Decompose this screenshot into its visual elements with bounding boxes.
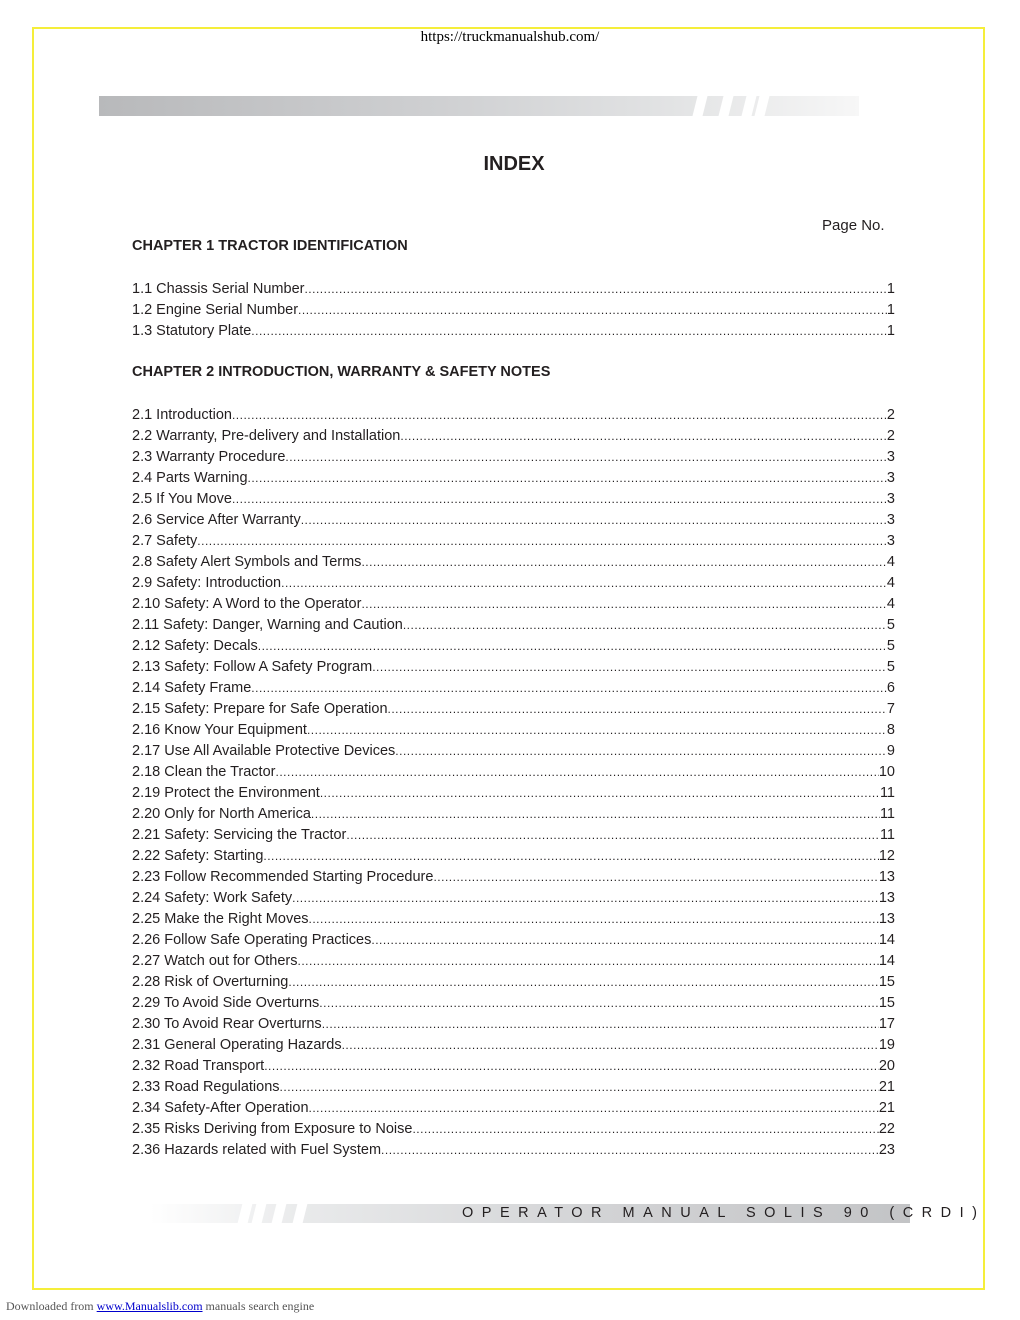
toc-entry[interactable]: [132, 1137, 895, 1158]
toc-entry[interactable]: [132, 654, 895, 675]
page-no-label: Page No.: [822, 217, 885, 234]
toc-entry-label: 2.10 Safety: A Word to the Operator: [132, 596, 362, 612]
toc-entry[interactable]: [132, 864, 895, 885]
toc-entry-page: 22: [878, 1121, 895, 1137]
footer-manual-title: OPERATOR MANUAL SOLIS 90 (CRDI): [462, 1205, 986, 1221]
dot-leader: [285, 450, 887, 464]
toc-entry-label: 1.1 Chassis Serial Number: [132, 281, 305, 297]
toc-entry-page: 2: [886, 407, 895, 423]
toc-entry-page: 20: [878, 1058, 895, 1074]
toc-entry-label: 2.34 Safety-After Operation: [132, 1100, 309, 1116]
dot-leader: [263, 849, 878, 863]
toc-entry-label: 2.3 Warranty Procedure: [132, 449, 286, 465]
toc-entry-page: 14: [878, 953, 895, 969]
toc-entry-page: 10: [878, 764, 895, 780]
toc-entry[interactable]: [132, 801, 895, 822]
toc-entry-page: 13: [878, 890, 895, 906]
toc-entry-label: 1.3 Statutory Plate: [132, 323, 252, 339]
toc-entry-page: 4: [886, 575, 895, 591]
toc-entry-label: 2.14 Safety Frame: [132, 680, 252, 696]
page-title: INDEX: [483, 153, 545, 175]
toc-entry[interactable]: [132, 549, 895, 570]
dot-leader: [292, 891, 879, 905]
dot-leader: [264, 1059, 879, 1073]
toc-entry-page: 15: [878, 995, 895, 1011]
toc-entry-page: 17: [878, 1016, 895, 1032]
toc-entry-page: 1: [886, 281, 895, 297]
dot-leader: [372, 660, 887, 674]
toc-entry-label: 2.35 Risks Deriving from Exposure to Noise: [132, 1121, 413, 1137]
chapter-2-heading: CHAPTER 2 INTRODUCTION, WARRANTY & SAFETY NOTES: [132, 364, 551, 380]
dot-leader: [388, 702, 887, 716]
dot-leader: [320, 786, 880, 800]
toc-entry[interactable]: [132, 990, 895, 1011]
toc-entry-label: 2.32 Road Transport: [132, 1058, 265, 1074]
dot-leader: [319, 996, 879, 1010]
toc-entry-page: 9: [886, 743, 895, 759]
toc-entry-page: 13: [878, 911, 895, 927]
toc-entry[interactable]: [132, 402, 895, 423]
toc-entry-label: 2.33 Road Regulations: [132, 1079, 280, 1095]
toc-entry-label: 2.20 Only for North America: [132, 806, 311, 822]
dot-leader: [301, 513, 887, 527]
toc-entry-label: 2.16 Know Your Equipment: [132, 722, 307, 738]
toc-entry-label: 1.2 Engine Serial Number: [132, 302, 299, 318]
toc-entry-page: 3: [886, 449, 895, 465]
dot-leader: [309, 1101, 879, 1115]
header-band: [99, 96, 859, 116]
toc-entry[interactable]: [132, 423, 895, 444]
dot-leader: [322, 1017, 879, 1031]
toc-entry-page: 11: [879, 827, 895, 843]
dot-leader: [232, 492, 887, 506]
toc-entry-page: 3: [886, 512, 895, 528]
toc-entry-page: 7: [886, 701, 895, 717]
toc-entry-page: 2: [886, 428, 895, 444]
toc-entry-page: 23: [878, 1142, 895, 1158]
dot-leader: [311, 807, 880, 821]
toc-entry[interactable]: [132, 927, 895, 948]
toc-entry[interactable]: [132, 465, 895, 486]
dot-leader: [281, 576, 887, 590]
dot-leader: [275, 765, 878, 779]
toc-entry-page: 11: [879, 785, 895, 801]
toc-entry-page: 5: [886, 659, 895, 675]
toc-entry-label: 2.17 Use All Available Protective Devices: [132, 743, 396, 759]
band-stripe: [272, 1204, 287, 1223]
toc-entry-page: 21: [878, 1079, 895, 1095]
dot-leader: [304, 282, 886, 296]
toc-entry-page: 12: [878, 848, 895, 864]
header-url[interactable]: https://truckmanualshub.com/: [420, 29, 600, 45]
toc-entry-page: 3: [886, 491, 895, 507]
toc-entry[interactable]: [132, 1032, 895, 1053]
toc-entry-label: 2.25 Make the Right Moves: [132, 911, 309, 927]
toc-entry[interactable]: [132, 843, 895, 864]
toc-entry-page: 3: [886, 470, 895, 486]
toc-entry-label: 2.31 General Operating Hazards: [132, 1037, 342, 1053]
toc-entry-label: 2.8 Safety Alert Symbols and Terms: [132, 554, 362, 570]
toc-entry[interactable]: [132, 759, 895, 780]
dot-leader: [346, 828, 880, 842]
toc-entry[interactable]: [132, 885, 895, 906]
band-stripe: [238, 1204, 253, 1223]
dot-leader: [297, 954, 878, 968]
toc-entry-page: 14: [878, 932, 895, 948]
toc-entry-label: 2.19 Protect the Environment: [132, 785, 320, 801]
toc-entry-page: 19: [878, 1037, 895, 1053]
chapter-2-toc: [132, 402, 895, 1158]
toc-entry-label: 2.27 Watch out for Others: [132, 953, 298, 969]
toc-entry[interactable]: [132, 444, 895, 465]
toc-entry[interactable]: [132, 486, 895, 507]
toc-entry-label: 2.28 Risk of Overturning: [132, 974, 289, 990]
toc-entry[interactable]: [132, 738, 895, 759]
toc-entry[interactable]: [132, 675, 895, 696]
dot-leader: [307, 723, 887, 737]
download-prefix: Downloaded from: [6, 1299, 97, 1313]
toc-entry[interactable]: [132, 696, 895, 717]
toc-entry[interactable]: [132, 570, 895, 591]
toc-entry[interactable]: [132, 1074, 895, 1095]
toc-entry-page: 21: [878, 1100, 895, 1116]
toc-entry-label: 2.36 Hazards related with Fuel System: [132, 1142, 382, 1158]
toc-entry[interactable]: [132, 780, 895, 801]
toc-entry-page: 15: [878, 974, 895, 990]
dot-leader: [403, 618, 887, 632]
toc-entry-page: 11: [879, 806, 895, 822]
toc-entry-label: 2.15 Safety: Prepare for Safe Operation: [132, 701, 388, 717]
toc-entry[interactable]: [132, 507, 895, 528]
dot-leader: [251, 681, 887, 695]
toc-entry-page: 4: [886, 554, 895, 570]
toc-entry[interactable]: [132, 1116, 895, 1137]
toc-entry[interactable]: [132, 612, 895, 633]
toc-entry-label: 2.24 Safety: Work Safety: [132, 890, 293, 906]
dot-leader: [361, 597, 886, 611]
toc-entry-label: 2.18 Clean the Tractor: [132, 764, 276, 780]
dot-leader: [400, 429, 887, 443]
toc-entry[interactable]: [132, 297, 895, 318]
band-stripe: [693, 96, 708, 116]
dot-leader: [433, 870, 878, 884]
toc-entry[interactable]: [132, 969, 895, 990]
toc-entry[interactable]: [132, 1053, 895, 1074]
dot-leader: [412, 1122, 878, 1136]
toc-entry-page: 5: [886, 617, 895, 633]
download-note: [6, 1299, 314, 1314]
toc-entry-page: 13: [878, 869, 895, 885]
toc-entry-label: 2.7 Safety: [132, 533, 198, 549]
dot-leader: [288, 975, 879, 989]
toc-entry-label: 2.11 Safety: Danger, Warning and Caution: [132, 617, 403, 633]
toc-entry[interactable]: [132, 318, 895, 339]
band-stripe: [293, 1204, 308, 1223]
chapter-1-heading: CHAPTER 1 TRACTOR IDENTIFICATION: [132, 238, 408, 254]
dot-leader: [395, 744, 887, 758]
toc-entry-page: 8: [886, 722, 895, 738]
band-stripe: [755, 96, 770, 116]
dot-leader: [309, 912, 879, 926]
toc-entry-label: 2.30 To Avoid Rear Overturns: [132, 1016, 322, 1032]
toc-entry[interactable]: [132, 1095, 895, 1116]
toc-entry-label: 2.22 Safety: Starting: [132, 848, 264, 864]
toc-entry-label: 2.21 Safety: Servicing the Tractor: [132, 827, 347, 843]
toc-entry-label: 2.2 Warranty, Pre-delivery and Installation: [132, 428, 401, 444]
dot-leader: [371, 933, 878, 947]
toc-entry-label: 2.5 If You Move: [132, 491, 232, 507]
dot-leader: [251, 324, 887, 338]
toc-entry-label: 2.23 Follow Recommended Starting Procedure: [132, 869, 434, 885]
toc-entry-label: 2.12 Safety: Decals: [132, 638, 258, 654]
toc-entry-label: 2.1 Introduction: [132, 407, 232, 423]
dot-leader: [248, 471, 887, 485]
toc-entry-label: 2.29 To Avoid Side Overturns: [132, 995, 320, 1011]
toc-entry[interactable]: [132, 591, 895, 612]
toc-entry-label: 2.6 Service After Warranty: [132, 512, 301, 528]
toc-entry-page: 3: [886, 533, 895, 549]
toc-entry-label: 2.13 Safety: Follow A Safety Program: [132, 659, 373, 675]
toc-entry-page: 5: [886, 638, 895, 654]
band-stripe: [252, 1204, 267, 1223]
toc-entry[interactable]: [132, 948, 895, 969]
toc-entry-label: 2.26 Follow Safe Operating Practices: [132, 932, 372, 948]
dot-leader: [361, 555, 886, 569]
dot-leader: [298, 303, 887, 317]
dot-leader: [381, 1143, 879, 1157]
toc-entry[interactable]: [132, 633, 895, 654]
toc-entry[interactable]: [132, 906, 895, 927]
toc-entry-label: 2.4 Parts Warning: [132, 470, 248, 486]
dot-leader: [280, 1080, 879, 1094]
toc-entry[interactable]: [132, 717, 895, 738]
toc-entry-label: 2.9 Safety: Introduction: [132, 575, 282, 591]
band-stripe: [719, 96, 734, 116]
toc-entry-page: 1: [886, 323, 895, 339]
toc-entry[interactable]: [132, 276, 895, 297]
toc-entry[interactable]: [132, 822, 895, 843]
toc-entry[interactable]: [132, 528, 895, 549]
download-suffix: manuals search engine: [202, 1299, 315, 1313]
chapter-1-toc: [132, 276, 895, 339]
toc-entry-page: 1: [886, 302, 895, 318]
toc-entry-page: 6: [886, 680, 895, 696]
manualslib-link[interactable]: www.Manualslib.com: [96, 1299, 203, 1313]
dot-leader: [258, 639, 887, 653]
dot-leader: [232, 408, 887, 422]
toc-entry[interactable]: [132, 1011, 895, 1032]
toc-entry-page: 4: [886, 596, 895, 612]
dot-leader: [197, 534, 887, 548]
dot-leader: [342, 1038, 879, 1052]
